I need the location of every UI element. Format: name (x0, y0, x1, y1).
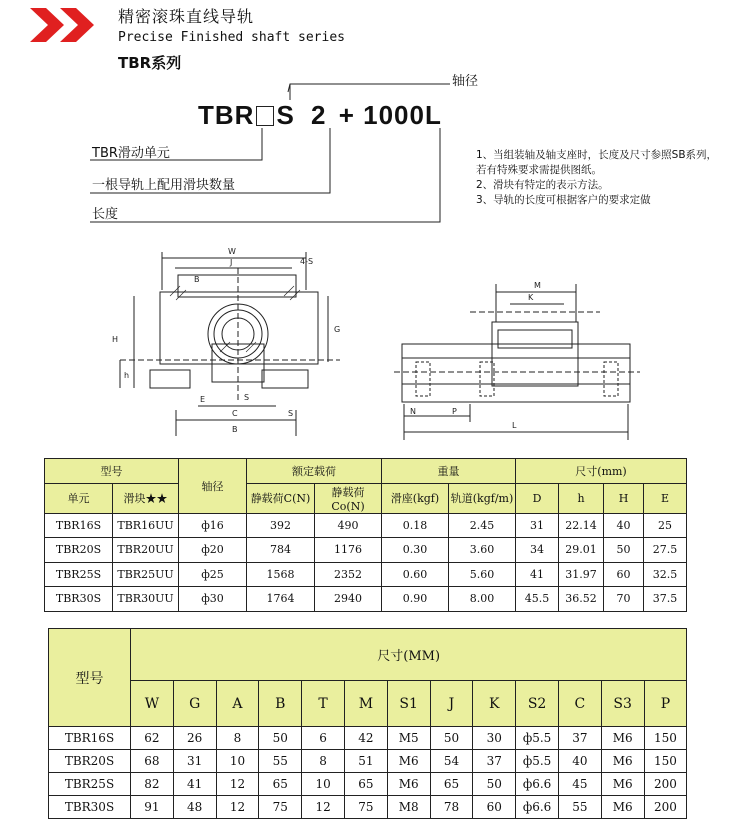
t2-cell-model: TBR30S (49, 796, 131, 819)
t1-cell-unit: TBR16S (45, 513, 113, 538)
t1-h-model: 型号 (45, 459, 179, 484)
t2-cell: 65 (344, 773, 387, 796)
t1-h-shaft: 轴径 (179, 459, 247, 514)
dim-G: G (334, 325, 341, 334)
t1-cell-co: 1176 (315, 538, 382, 563)
t1-cell-wr: 5.60 (449, 562, 516, 587)
t2-col-header: A (216, 681, 259, 727)
t2-cell: 65 (430, 773, 473, 796)
t2-cell: 65 (259, 773, 302, 796)
t1-h-D: D (516, 483, 559, 513)
t2-cell: 68 (131, 750, 174, 773)
note-1: 1、当组装轴及轴支座时，长度及尺寸参照SB系列，若有特殊要求需提供图纸。 (476, 149, 718, 176)
t1-cell-co: 2940 (315, 587, 382, 612)
dim-h: h (124, 371, 130, 380)
t2-cell: 150 (644, 727, 687, 750)
t2-cell: M6 (601, 727, 644, 750)
t2-cell-model: TBR25S (49, 773, 131, 796)
t2-cell: 10 (216, 750, 259, 773)
t2-cell-model: TBR16S (49, 727, 131, 750)
t2-h-model: 型号 (49, 629, 131, 727)
t1-h-h: h (559, 483, 604, 513)
t1-cell-E: 37.5 (644, 587, 687, 612)
table-row (49, 773, 687, 796)
dim-W: W (228, 247, 236, 256)
code-suffix: S (276, 100, 295, 130)
t2-col-header: P (644, 681, 687, 727)
label-length: 长度 (92, 207, 119, 222)
t2-cell: 55 (558, 796, 601, 819)
t2-col-header: G (173, 681, 216, 727)
table-row (49, 750, 687, 773)
t1-cell-shaft: ф30 (179, 587, 247, 612)
t1-h-ws: 滑座(kgf) (382, 483, 449, 513)
t2-cell: 42 (344, 727, 387, 750)
label-shaft-dia: 轴径 (452, 74, 479, 89)
t2-cell: 82 (131, 773, 174, 796)
t2-cell: M6 (387, 750, 430, 773)
dim-K: K (528, 293, 534, 302)
t1-cell-slider: TBR20UU (113, 538, 179, 563)
load-weight-table (44, 458, 687, 612)
t2-h-size: 尺寸(MM) (131, 629, 687, 681)
t2-cell: 45 (558, 773, 601, 796)
t2-cell: 12 (216, 796, 259, 819)
t1-cell-ws: 0.90 (382, 587, 449, 612)
t2-col-header: K (473, 681, 516, 727)
t1-cell-H: 70 (604, 587, 644, 612)
t2-cell: 6 (302, 727, 345, 750)
t2-col-header: S2 (516, 681, 559, 727)
t2-cell: 60 (473, 796, 516, 819)
t1-cell-c: 1568 (247, 562, 315, 587)
t1-cell-H: 60 (604, 562, 644, 587)
label-unit: TBR滑动单元 (92, 146, 170, 161)
t2-cell: ф5.5 (516, 750, 559, 773)
t2-cell: M8 (387, 796, 430, 819)
t2-cell: 91 (131, 796, 174, 819)
t1-cell-ws: 0.60 (382, 562, 449, 587)
t2-col-header: M (344, 681, 387, 727)
title-en: Precise Finished shaft series (118, 30, 345, 45)
note-3: 3、导轨的长度可根据客户的要求定做 (476, 194, 651, 206)
t1-cell-c: 784 (247, 538, 315, 563)
t2-cell: M6 (601, 773, 644, 796)
t1-cell-ws: 0.18 (382, 513, 449, 538)
t2-cell: 12 (216, 773, 259, 796)
t2-cell: ф6.6 (516, 796, 559, 819)
t2-cell: 75 (259, 796, 302, 819)
dim-E: E (200, 395, 206, 404)
t1-cell-H: 50 (604, 538, 644, 563)
t1-h-co: 静载荷Co(N) (315, 483, 382, 513)
t1-cell-co: 2352 (315, 562, 382, 587)
t2-col-header: J (430, 681, 473, 727)
code-plus: + (338, 100, 355, 130)
t2-cell: 51 (344, 750, 387, 773)
dimension-table (48, 628, 687, 819)
t2-cell: 8 (216, 727, 259, 750)
t1-h-size: 尺寸(mm) (516, 459, 687, 484)
t2-col-header: B (259, 681, 302, 727)
t2-cell: 78 (430, 796, 473, 819)
t2-cell: 62 (131, 727, 174, 750)
t1-cell-D: 34 (516, 538, 559, 563)
t1-h-wr: 轨道(kgf/m) (449, 483, 516, 513)
t1-h-load: 额定载荷 (247, 459, 382, 484)
t1-cell-ws: 0.30 (382, 538, 449, 563)
dim-P: P (452, 407, 457, 416)
dim-4S1: 4-S (300, 257, 314, 266)
t2-col-header: S1 (387, 681, 430, 727)
table-row (45, 562, 687, 587)
t1-cell-E: 32.5 (644, 562, 687, 587)
t2-col-header: S3 (601, 681, 644, 727)
label-count: 一根导轨上配用滑块数量 (92, 178, 236, 193)
series-label: TBR系列 (118, 54, 182, 72)
t1-cell-unit: TBR20S (45, 538, 113, 563)
t2-cell: 50 (430, 727, 473, 750)
t1-cell-slider: TBR25UU (113, 562, 179, 587)
t2-cell: 55 (259, 750, 302, 773)
t2-cell: 26 (173, 727, 216, 750)
t2-cell: 50 (473, 773, 516, 796)
t1-cell-wr: 2.45 (449, 513, 516, 538)
t2-col-header: W (131, 681, 174, 727)
dim-M: M (534, 281, 541, 290)
t2-cell: M6 (601, 796, 644, 819)
code-length: 1000L (363, 100, 442, 130)
t1-cell-wr: 3.60 (449, 538, 516, 563)
note-2: 2、滑块有特定的表示方法。 (476, 179, 609, 191)
t2-cell: 200 (644, 796, 687, 819)
t1-h-weight: 重量 (382, 459, 516, 484)
t2-cell: ф6.6 (516, 773, 559, 796)
dim-B: B (232, 425, 238, 434)
t2-cell: M6 (601, 750, 644, 773)
table-row (49, 796, 687, 819)
t2-cell: 12 (302, 796, 345, 819)
table-row (45, 513, 687, 538)
dim-C: C (232, 409, 238, 418)
t2-cell: 200 (644, 773, 687, 796)
code-qty: 2 (311, 100, 327, 130)
t1-cell-slider: TBR30UU (113, 587, 179, 612)
t1-h-E: E (644, 483, 687, 513)
t2-col-header: T (302, 681, 345, 727)
t2-cell-model: TBR20S (49, 750, 131, 773)
dim-N: N (410, 407, 416, 416)
dim-S2: S (244, 393, 250, 402)
t1-cell-h: 36.52 (559, 587, 604, 612)
t1-h-slider: 滑块★★ (113, 483, 179, 513)
dim-B-top: B (194, 275, 200, 284)
t1-cell-shaft: ф16 (179, 513, 247, 538)
t1-cell-wr: 8.00 (449, 587, 516, 612)
t2-cell: 41 (173, 773, 216, 796)
t1-cell-h: 29.01 (559, 538, 604, 563)
t1-cell-H: 40 (604, 513, 644, 538)
t2-cell: 54 (430, 750, 473, 773)
t1-h-H: H (604, 483, 644, 513)
t1-cell-unit: TBR30S (45, 587, 113, 612)
t1-h-unit: 单元 (45, 483, 113, 513)
code-prefix: TBR (198, 100, 255, 130)
t1-h-c: 静载荷C(N) (247, 483, 315, 513)
t1-cell-unit: TBR25S (45, 562, 113, 587)
t1-cell-D: 31 (516, 513, 559, 538)
dim-S3: S (288, 409, 294, 418)
t2-cell: 48 (173, 796, 216, 819)
t1-cell-c: 392 (247, 513, 315, 538)
t2-cell: 31 (173, 750, 216, 773)
t2-col-header: C (558, 681, 601, 727)
dim-L: L (512, 421, 517, 430)
t2-cell: 8 (302, 750, 345, 773)
t2-cell: 40 (558, 750, 601, 773)
t1-cell-E: 25 (644, 513, 687, 538)
t2-cell: 75 (344, 796, 387, 819)
t1-cell-E: 27.5 (644, 538, 687, 563)
table-row (45, 587, 687, 612)
t1-cell-D: 41 (516, 562, 559, 587)
t2-cell: 37 (473, 750, 516, 773)
t2-cell: M5 (387, 727, 430, 750)
t2-cell: 37 (558, 727, 601, 750)
table-row (45, 538, 687, 563)
t1-cell-D: 45.5 (516, 587, 559, 612)
t2-cell: M6 (387, 773, 430, 796)
t2-cell: 10 (302, 773, 345, 796)
t1-cell-co: 490 (315, 513, 382, 538)
t1-cell-shaft: ф25 (179, 562, 247, 587)
dim-J: J (230, 258, 233, 267)
t1-cell-h: 31.97 (559, 562, 604, 587)
t2-cell: ф5.5 (516, 727, 559, 750)
t2-cell: 50 (259, 727, 302, 750)
t2-cell: 30 (473, 727, 516, 750)
t1-cell-shaft: ф20 (179, 538, 247, 563)
table-row (49, 727, 687, 750)
title-cn: 精密滚珠直线导轨 (118, 7, 255, 26)
dim-H: H (112, 335, 119, 344)
t1-cell-c: 1764 (247, 587, 315, 612)
t2-cell: 150 (644, 750, 687, 773)
t1-cell-h: 22.14 (559, 513, 604, 538)
t1-cell-slider: TBR16UU (113, 513, 179, 538)
